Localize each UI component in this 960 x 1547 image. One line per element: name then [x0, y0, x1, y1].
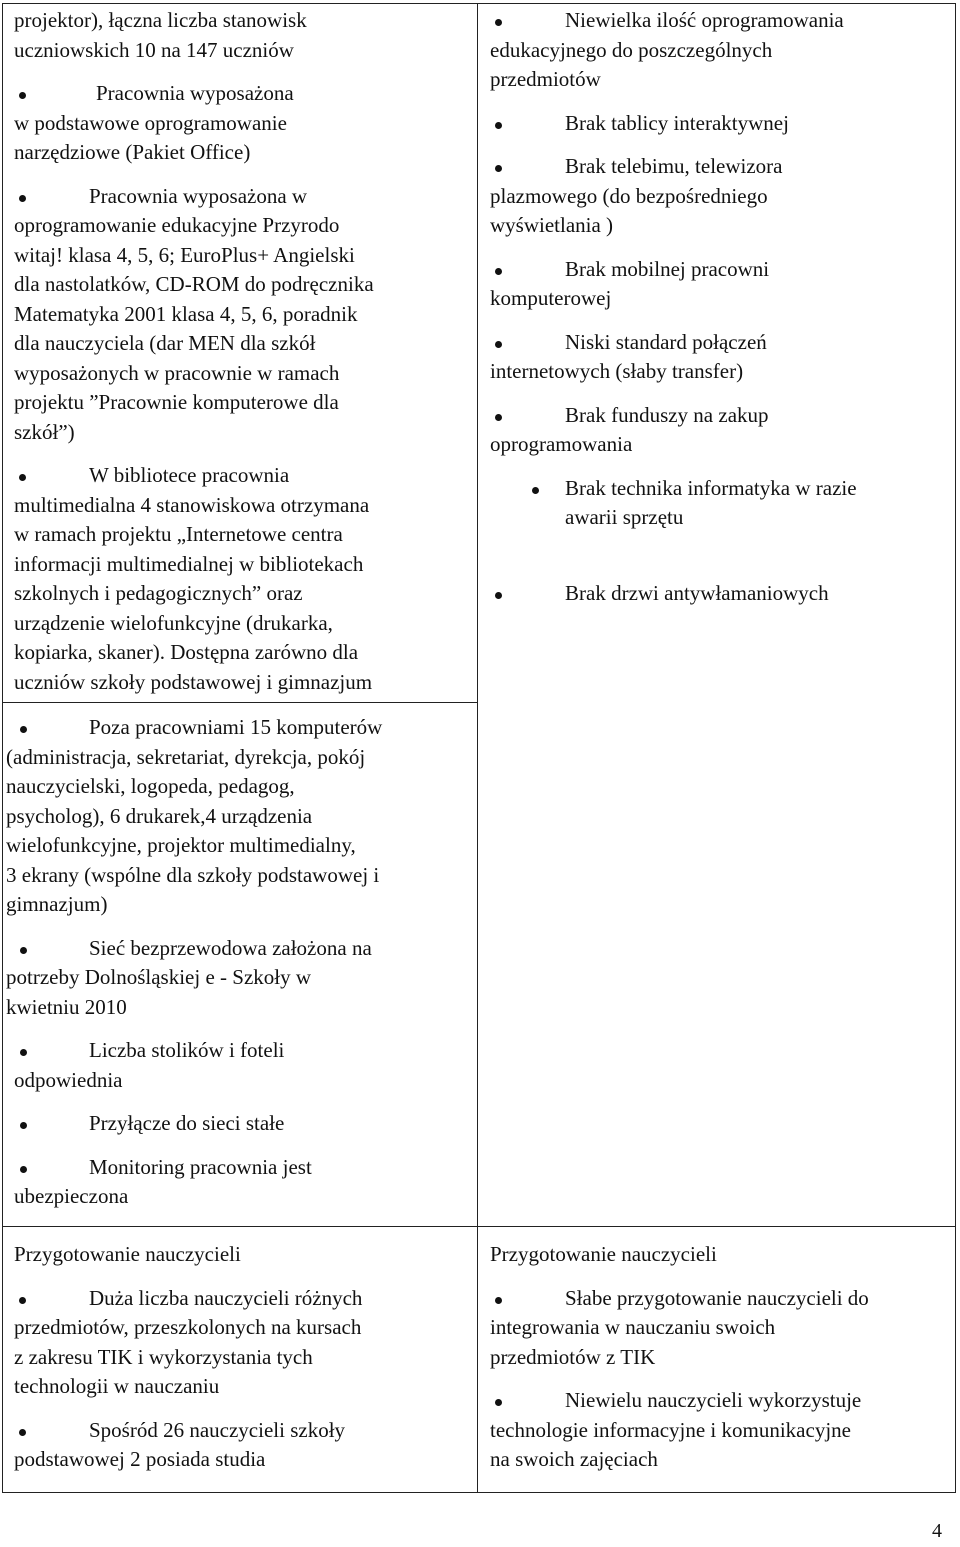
teachers-strengths-cell	[14, 1240, 474, 1489]
intro-text: projektor), łączna liczba stanowisk uczniowskich 10 na 147 uczniów	[14, 8, 307, 62]
list-item-text: Liczba stolików i foteli odpowiednia	[14, 1038, 285, 1092]
list-item	[6, 1036, 474, 1095]
bullet-icon	[20, 947, 27, 954]
bullet-icon	[19, 1429, 26, 1436]
right-top-cell	[490, 6, 952, 622]
bullet-icon	[495, 165, 502, 172]
list-item	[6, 1153, 474, 1212]
bullet-icon	[495, 341, 502, 348]
bullet-icon	[19, 92, 26, 99]
list-item-text: Pracownia wyposażona w podstawowe oprogramowanie narzędziowe (Pakiet Office)	[14, 81, 294, 164]
list-item	[6, 713, 474, 920]
list-item-text: Poza pracowniami 15 komputerów (administracja, sekretariat, dyrekcja, pokój nauczycielski, logopeda, pedagog, psycholog), 6 drukarek,4 urządzenia wielofunkcyjne, projektor multimedialny, 3 ekrany (wspólne dla szkoły podstawowej i gimnazjum)	[6, 715, 383, 916]
list-item	[490, 401, 952, 460]
list-item-text: W bibliotece pracownia multimedialna 4 stanowiskowa otrzymana w ramach projektu „Internetowe centra informacji multimedialnej w bibliotekach szkolnych i pedagogicznych” oraz urządzenie wielofunkcyjne (drukarka, kopiarka, skaner). Dostępna zarówno dla uczniów szkoły podstawowej i gimnazjum	[14, 463, 373, 694]
bullet-icon	[495, 122, 502, 129]
list-item-text: Spośród 26 nauczycieli szkoły podstawowej 2 posiada studia	[14, 1417, 346, 1471]
list-item-text: Brak funduszy na zakup oprogramowania	[490, 402, 769, 456]
list-item	[14, 79, 474, 168]
bullet-icon	[19, 195, 26, 202]
list-item	[490, 474, 952, 533]
list-item-text: Przyłącze do sieci stałe	[89, 1111, 285, 1135]
list-item-text: Sieć bezprzewodowa założona na potrzeby Dolnośląskiej e - Szkoły w kwietniu 2010	[6, 935, 372, 1019]
list-item	[6, 934, 474, 1023]
bullet-icon	[20, 726, 27, 733]
bullet-icon	[20, 1122, 27, 1129]
bullet-icon	[495, 19, 502, 26]
list-item-text: Brak drzwi antywłamaniowych	[565, 580, 829, 605]
bullet-icon	[532, 487, 539, 494]
list-item	[490, 6, 952, 95]
bullet-icon	[20, 1166, 27, 1173]
list-item-text: Duża liczba nauczycieli różnych przedmiotów, przeszkolonych na kursach z zakresu TIK i wykorzystania tych technologii w nauczaniu	[14, 1285, 363, 1398]
list-item-text: Słabe przygotowanie nauczycieli do integrowania w nauczaniu swoich przedmiotów z TIK	[490, 1285, 869, 1369]
list-item	[490, 328, 952, 387]
column-divider	[477, 3, 478, 1493]
teachers-weaknesses-cell	[490, 1240, 952, 1489]
left-top-cell	[14, 6, 474, 711]
bullet-icon	[495, 1297, 502, 1304]
list-item-text: Monitoring pracownia jest ubezpieczona	[14, 1154, 312, 1208]
list-item	[490, 109, 952, 139]
bullet-icon	[20, 1049, 27, 1056]
list-item-text: Pracownia wyposażona w oprogramowanie edukacyjne Przyrodo witaj! klasa 4, 5, 6; EuroPlus+ Angielski dla nastolatków, CD-ROM do podręcznika Matematyka 2001 klasa 4, 5, 6, poradnik dla nauczyciela (dar MEN dla szkół wyposażonych w pracownie w ramach projektu ”Pracownie komputerowe dla szkół”)	[14, 183, 374, 444]
left-lower-cell	[6, 713, 474, 1226]
list-item-text: Brak telebimu, telewizora plazmowego (do bezpośredniego wyświetlania )	[490, 154, 783, 237]
list-item	[490, 1386, 952, 1475]
bullet-icon	[495, 414, 502, 421]
list-item	[14, 1416, 474, 1475]
section-heading: Przygotowanie nauczycieli	[14, 1242, 241, 1266]
list-item	[490, 1284, 952, 1373]
section-heading: Przygotowanie nauczycieli	[490, 1242, 717, 1266]
list-item	[14, 461, 474, 697]
bullet-icon	[495, 592, 502, 599]
list-item	[14, 182, 474, 448]
list-item-text: Brak mobilnej pracowni komputerowej	[490, 256, 770, 310]
list-item-text: Niski standard połączeń internetowych (słaby transfer)	[490, 329, 767, 383]
page-number: 4	[932, 1520, 942, 1542]
list-item	[490, 255, 952, 314]
row-divider	[2, 1226, 956, 1227]
list-item-text: Brak technika informatyka w razie awarii sprzętu	[565, 475, 857, 529]
bullet-icon	[19, 474, 26, 481]
list-item	[490, 579, 952, 609]
list-item-text: Brak tablicy interaktywnej	[565, 110, 789, 135]
list-item-text: Niewielu nauczycieli wykorzystuje technologie informacyjne i komunikacyjne na swoich zajęciach	[490, 1388, 862, 1471]
list-item	[6, 1109, 474, 1139]
bullet-icon	[495, 1399, 502, 1406]
list-item-text: Niewielka ilość oprogramowania edukacyjnego do poszczególnych przedmiotów	[490, 8, 844, 91]
list-item	[490, 152, 952, 241]
bullet-icon	[19, 1297, 26, 1304]
list-item	[14, 1284, 474, 1402]
bullet-icon	[495, 268, 502, 275]
